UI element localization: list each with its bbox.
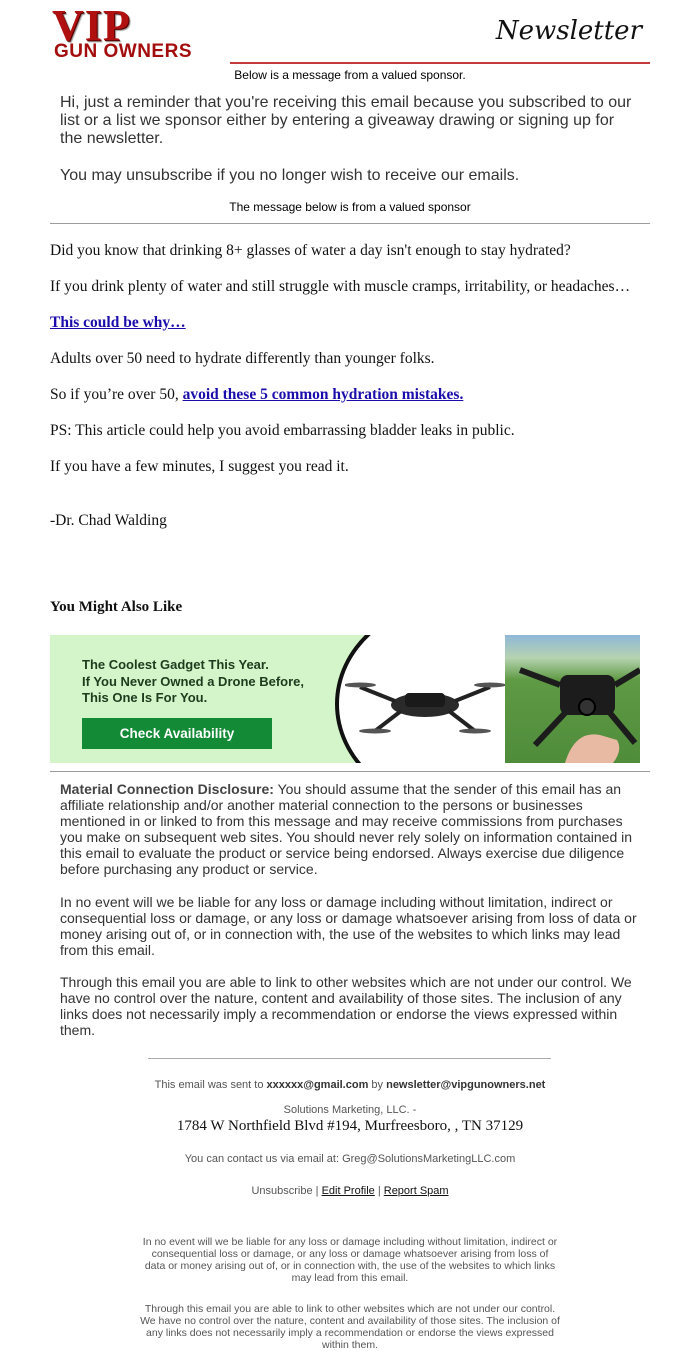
link-separator: | bbox=[312, 1185, 322, 1197]
sent-to-line bbox=[100, 1079, 600, 1091]
sponsor-note-top: Below is a message from a valued sponsor. bbox=[234, 68, 466, 82]
ad-headline bbox=[82, 657, 304, 707]
company-address: 1784 W Northfield Blvd #194, Murfreesboro, , TN 37129 bbox=[176, 1118, 524, 1134]
link-separator: | bbox=[374, 1185, 384, 1197]
drone-icon bbox=[345, 665, 505, 745]
footer-legal-liability: In no event will we be liable for any loss or damage including without limitation, indirect or consequential loss or damage, or any loss or damage whatsoever arising from loss of data or money arising out of, or in connection with, the use of the websites to which links may lead from this email. bbox=[142, 1236, 558, 1284]
report-spam-link[interactable]: Report Spam bbox=[383, 1185, 449, 1197]
ad-line: The Coolest Gadget This Year. bbox=[82, 657, 269, 672]
divider bbox=[50, 771, 650, 772]
message-text: So if you’re over 50, bbox=[50, 386, 183, 403]
drone-in-hand-icon bbox=[505, 635, 640, 763]
unsubscribe-notice: You may unsubscribe if you no longer wish to receive our emails. bbox=[60, 167, 520, 184]
check-availability-button[interactable]: Check Availability bbox=[82, 718, 272, 749]
footer-links bbox=[100, 1185, 600, 1197]
message-paragraph: Adults over 50 need to hydrate differently than younger folks. bbox=[50, 350, 435, 367]
intro-paragraph: Hi, just a reminder that you're receiving this email because you subscribed to our list or a list we sponsor either by entering a giveaway drawing or signing up for the newsletter. bbox=[60, 94, 632, 147]
message-paragraph: If you have a few minutes, I suggest you read it. bbox=[50, 458, 349, 475]
message-paragraph: PS: This article could help you avoid embarrassing bladder leaks in public. bbox=[50, 422, 515, 439]
disclosure-text: You should assume that the sender of this email has an affiliate relationship and/or another material connection to the persons or businesses mentioned in or linked to from this message and may receive commissions from purchases you make on subsequent web sites. You should never rely solely on information contained in this email to evaluate the product or service being endorsed. Always exercise due diligence before purchasing any product or service. bbox=[60, 781, 633, 877]
newsletter-header bbox=[50, 1, 650, 64]
liability-paragraph: In no event will we be liable for any loss or damage including without limitation, indirect or consequential loss or damage, or any loss or damage whatsoever arising from loss of data or money arising out of, or in connection with, the use of the websites to which links may lead from this email. bbox=[60, 894, 637, 958]
logo-sub-text: GUN OWNERS bbox=[54, 41, 192, 62]
sponsor-note-below: The message below is from a valued sponsor bbox=[229, 200, 471, 214]
message-link-row bbox=[50, 314, 660, 332]
vip-gun-owners-logo[interactable] bbox=[52, 1, 230, 64]
logo-main-text: VIP bbox=[52, 1, 131, 50]
recipient-email: xxxxxx@gmail.com bbox=[266, 1079, 369, 1091]
divider bbox=[50, 223, 650, 224]
you-might-also-like-title: You Might Also Like bbox=[50, 599, 183, 615]
sent-by-prefix: by bbox=[368, 1079, 387, 1091]
material-connection-disclosure bbox=[60, 781, 640, 877]
disclosure-label: Material Connection Disclosure: bbox=[60, 781, 274, 797]
edit-profile-link[interactable]: Edit Profile bbox=[321, 1185, 375, 1197]
message-paragraph bbox=[50, 386, 660, 404]
company-name: Solutions Marketing, LLC. - bbox=[283, 1104, 417, 1116]
ad-line: This One Is For You. bbox=[82, 690, 208, 705]
sender-email: newsletter@vipgunowners.net bbox=[386, 1079, 546, 1091]
this-could-be-why-link[interactable]: This could be why… bbox=[50, 314, 186, 331]
hydration-mistakes-link[interactable]: avoid these 5 common hydration mistakes. bbox=[182, 386, 464, 403]
footer-divider bbox=[148, 1058, 551, 1059]
header-divider bbox=[230, 62, 650, 64]
ad-drone-photo bbox=[505, 635, 640, 763]
unsubscribe-link[interactable]: Unsubscribe bbox=[251, 1185, 313, 1197]
newsletter-title: Newsletter bbox=[495, 16, 642, 46]
sent-prefix: This email was sent to bbox=[154, 1079, 267, 1091]
footer-legal-links: Through this email you are able to link to other websites which are not under our control. We have no control over the nature, content and availability of those sites. The inclusion of any links does not necessarily imply a recommendation or endorse the views expressed within them. bbox=[140, 1303, 560, 1351]
message-paragraph: Did you know that drinking 8+ glasses of water a day isn't enough to stay hydrated? bbox=[50, 242, 571, 259]
contact-line: You can contact us via email at: Greg@SolutionsMarketingLLC.com bbox=[184, 1153, 516, 1165]
external-links-paragraph: Through this email you are able to link to other websites which are not under our control. We have no control over the nature, content and availability of those sites. The inclusion of any links does not necessarily imply a recommendation or endorse the views expressed within them. bbox=[60, 974, 632, 1038]
signature: -Dr. Chad Walding bbox=[50, 512, 167, 529]
ad-line: If You Never Owned a Drone Before, bbox=[82, 673, 305, 689]
drone-ad-banner[interactable] bbox=[50, 635, 640, 763]
message-paragraph: If you drink plenty of water and still struggle with muscle cramps, irritability, or headaches… bbox=[50, 278, 631, 295]
